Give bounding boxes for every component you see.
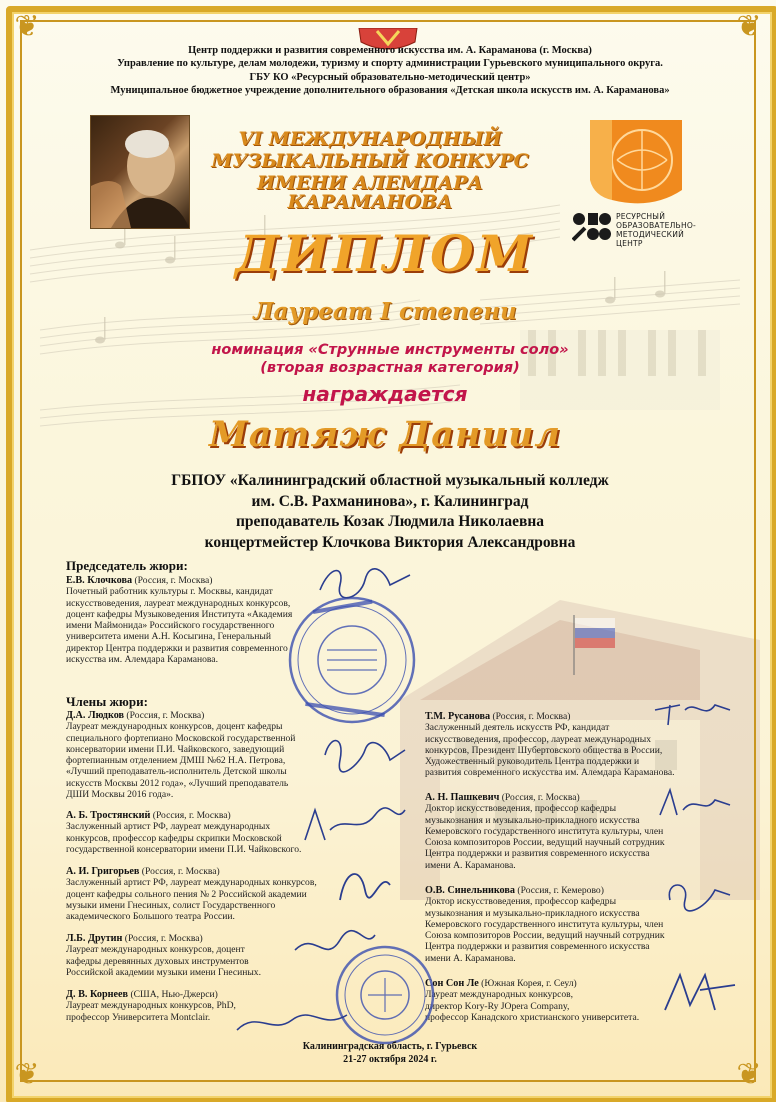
- jury-member-name: О.В. Синельникова: [425, 885, 515, 896]
- jury-bio-line: имени Маймонида» Российского государственного: [66, 620, 275, 632]
- jury-bio-line: искусств Москвы 2012 года», «Лучший преподаватель: [66, 777, 289, 789]
- awarded-label: награждается: [302, 382, 468, 406]
- jury-bio-line: доцент кафедры Музыковедения Института «Академия: [66, 608, 293, 620]
- logo-line: ОБРАЗОВАТЕЛЬНО-: [616, 221, 696, 230]
- jury-bio-line: Центра поддержки и развития современного искусства: [425, 941, 650, 953]
- competition-title-line: МУЗЫКАЛЬНЫЙ КОНКУРС: [211, 150, 529, 172]
- jury-bio-line: консерватории имени П.И. Чайковского, заведующий: [66, 743, 285, 755]
- jury-member-name: А. И. Григорьев: [66, 866, 140, 877]
- header-line: Центр поддержки и развития современного искусства им. А. Караманова (г. Москва): [188, 45, 592, 56]
- jury-bio-line: Доктор искусствоведения, профессор кафедры: [425, 896, 617, 908]
- jury-bio-line: Заслуженный деятель искусств РФ, кандидат: [425, 722, 610, 734]
- jury-chair-heading: Председатель жюри:: [66, 558, 188, 573]
- jury-member-location: (США, Нью-Джерси): [128, 989, 218, 1000]
- accompanist-line: концертмейстер Клочкова Виктория Александровна: [204, 533, 576, 551]
- corner-ornament-icon: ❦: [736, 10, 762, 43]
- jury-bio-line: Почетный работник культуры г. Москвы, кандидат: [66, 586, 273, 598]
- jury-member-entry: [66, 710, 356, 800]
- jury-bio-line: специального фортепиано Московской государственной: [66, 732, 296, 744]
- jury-member-location: (Россия, г. Москва): [499, 792, 580, 803]
- recipient-name: Матяж Даниил: [208, 414, 562, 455]
- jury-bio-line: Союза композиторов России, ведущий научный сотрудник: [425, 930, 665, 942]
- jury-bio-line: Доктор искусствоведения, профессор кафедры: [425, 803, 617, 815]
- jury-member-location: (Россия, г. Москва): [139, 866, 220, 877]
- official-stamp: [282, 590, 422, 730]
- jury-bio-line: Центра поддержки и развития современного искусства: [425, 848, 650, 860]
- jury-bio-line: Лауреат международных конкурсов, доцент: [66, 944, 245, 956]
- header-line: Управление по культуре, делам молодежи, туризму и спорту администрации Гурьевского муниципального округа.: [117, 58, 663, 70]
- jury-bio-line: Лауреат международных конкурсов, доцент кафедры: [66, 721, 283, 733]
- organizer-header: [40, 44, 740, 98]
- jury-bio-line: имени А. Караманова.: [425, 859, 516, 871]
- event-dates: 21-27 октября 2024 г.: [343, 1054, 437, 1065]
- age-category-line: (вторая возрастная категория): [260, 360, 520, 376]
- jury-bio-line: музыки имени Гнесиных, солист Государственного: [66, 899, 276, 911]
- jury-member-title: [66, 575, 356, 586]
- jury-bio-line: Заслуженный артист РФ, лауреат международных: [66, 821, 271, 833]
- jury-bio-line: музыкознания и музыкально-прикладного искусства: [425, 814, 640, 826]
- jury-bio-line: искусствоведения, лауреат международных конкурсов,: [66, 597, 291, 609]
- jury-bio-line: ДШИ Москвы 2016 года».: [66, 789, 174, 801]
- jury-member-name: Д. В. Корнеев: [66, 989, 129, 1000]
- jury-bio-line: искусства им. Алемдара Караманова.: [66, 654, 218, 666]
- logo-line: МЕТОДИЧЕСКИЙ: [616, 230, 685, 239]
- logo-line: РЕСУРСНЫЙ: [616, 212, 666, 221]
- jury-member-location: (Россия, г. Москва): [122, 933, 203, 944]
- jury-bio-line: фортепианным отделением ДМШ №62 Н.А. Петрова,: [66, 755, 286, 767]
- signature-member: [650, 690, 735, 730]
- logo-mark-icon: [572, 212, 612, 242]
- jury-bio-line: академического Большого театра России.: [66, 911, 235, 923]
- jury-member-name: Д.А. Людков: [66, 710, 125, 721]
- jury-bio-line: доцент кафедры сольного пения № 2 Российской академии: [66, 888, 307, 900]
- jury-members-heading: Члены жюри:: [66, 694, 148, 709]
- jury-bio-line: Кемеровского государственного института культуры, член: [425, 918, 664, 930]
- jury-bio-line: директор Центра поддержки и развития современного: [66, 642, 288, 654]
- jury-member-name: Л.Б. Друтин: [66, 933, 123, 944]
- logo-line: ЦЕНТР: [616, 239, 643, 248]
- jury-bio-line: университета имени А.Н. Косыгина, Генеральный: [66, 631, 271, 643]
- diploma-title: ДИПЛОМ: [234, 224, 536, 283]
- signature-member: [660, 870, 735, 920]
- signature-member: [290, 920, 380, 970]
- jury-bio-line: Лауреат международных конкурсов,: [425, 989, 574, 1001]
- jury-member-location: (Россия, г. Кемерово): [515, 885, 604, 896]
- jury-member-location: (Россия, г. Москва): [490, 711, 571, 722]
- jury-member-location: (Россия, г. Москва): [124, 710, 205, 721]
- jury-bio-line: Союза композиторов России, ведущий научный сотрудник: [425, 837, 665, 849]
- competition-title-line: VI МЕЖДУНАРОДНЫЙ: [238, 128, 502, 150]
- jury-member-title: [66, 989, 356, 1000]
- jury-member-title: [66, 866, 356, 877]
- jury-bio-line: Художественный руководитель Центра поддержки и: [425, 756, 640, 768]
- jury-bio-line: Лауреат международных конкурсов, PhD,: [66, 1000, 236, 1012]
- jury-member-name: Е.В. Клочкова: [66, 575, 133, 586]
- laureate-degree: Лауреат I степени: [253, 298, 517, 325]
- jury-member-name: Т.М. Русанова: [425, 711, 491, 722]
- signature-member: [232, 1005, 352, 1040]
- jury-bio-line: развития современного искусства им. Алемдара Караманова.: [425, 767, 675, 779]
- jury-bio-line: музыкознания и музыкально-прикладного искусства: [425, 907, 640, 919]
- signature-member: [330, 860, 400, 905]
- corner-ornament-icon: ❦: [14, 10, 40, 43]
- jury-bio-line: конкурсов, Президент Шубертовского общества в России,: [425, 744, 663, 756]
- teacher-line: преподаватель Козак Людмила Николаевна: [235, 513, 545, 530]
- jury-bio-line: государственной консерватории имени П.И. Чайковского.: [66, 843, 302, 855]
- nomination-line: номинация «Струнные инструменты соло»: [211, 342, 569, 358]
- jury-bio-line: «Лучший преподаватель-исполнитель Детской школы: [66, 766, 287, 778]
- jury-bio-line: профессор Университета Montclair.: [66, 1011, 211, 1023]
- jury-bio-line: искусствоведения, профессор, лауреат международных: [425, 733, 651, 745]
- jury-bio-line: конкурсов, профессор кафедры скрипки Московской: [66, 832, 282, 844]
- jury-bio-line: директор Kory-Ry JOpera Company,: [425, 1000, 570, 1012]
- corner-ornament-icon: ❦: [14, 1058, 40, 1091]
- jury-member-name: А. Б. Тростянский: [66, 810, 151, 821]
- logo-globe-icon: [572, 120, 692, 210]
- signature-member: [300, 800, 410, 850]
- header-line: ГБУ КО «Ресурсный образовательно-методический центр»: [249, 71, 531, 83]
- jury-member-name: А. Н. Пашкевич: [425, 792, 500, 803]
- logo-caption: [616, 212, 696, 248]
- institution-block: [90, 471, 690, 553]
- jury-bio-line: профессор Канадского христианского университета.: [425, 1011, 640, 1023]
- portrait-image: [91, 116, 189, 228]
- jury-bio-line: Российской академии музыки имени Гнесиных.: [66, 966, 261, 978]
- jury-member-location: (Россия, г. Москва): [150, 810, 231, 821]
- competition-title-line: ИМЕНИ АЛЕМДАРА КАРАМАНОВА: [257, 172, 483, 213]
- signature-chair: [315, 560, 415, 605]
- jury-bio-line: имени А. Караманова.: [425, 952, 516, 964]
- jury-member-entry: [66, 866, 356, 922]
- signature-member: [655, 780, 735, 830]
- signature-member: [660, 965, 740, 1020]
- header-line: Муниципальное бюджетное учреждение дополнительного образования «Детская школа искусств им. А. Караманова»: [110, 85, 670, 97]
- jury-bio-line: кафедры деревянных духовых инструментов: [66, 955, 249, 967]
- institution-line: им. С.В. Рахманинова», г. Калининград: [251, 492, 529, 510]
- event-place: Калининградская область, г. Гурьевск: [302, 1041, 478, 1052]
- jury-member-name: Сон Сон Ле: [425, 978, 479, 989]
- jury-bio-line: Кемеровского государственного института культуры, член: [425, 825, 664, 837]
- institution-line: ГБПОУ «Калининградский областной музыкальный колледж: [171, 472, 609, 489]
- jury-bio-line: Заслуженный артист РФ, лауреат международных конкурсов,: [66, 877, 317, 889]
- jury-member-location: (Южная Корея, г. Сеул): [478, 978, 577, 989]
- signature-member: [320, 730, 410, 775]
- composer-portrait: [90, 115, 190, 229]
- corner-ornament-icon: ❦: [736, 1058, 762, 1091]
- jury-member-location: (Россия, г. Москва): [132, 575, 213, 586]
- resource-center-logo: [572, 120, 696, 250]
- place-and-date: [250, 1040, 530, 1066]
